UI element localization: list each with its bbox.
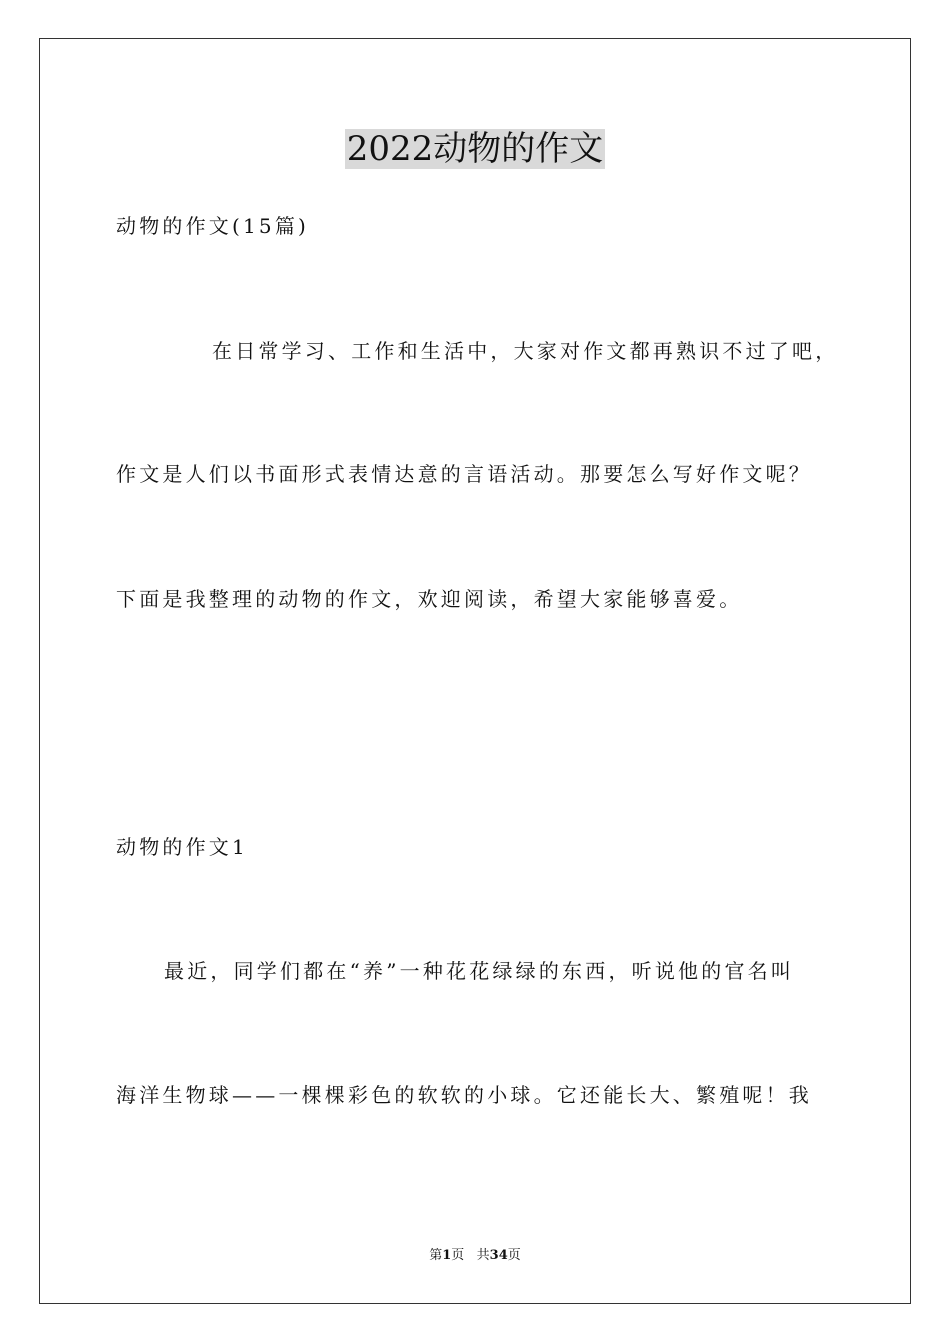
document-title [0, 126, 950, 172]
footer-page-total: 34 [489, 1248, 508, 1263]
document-subtitle: 动物的作文(15篇) [116, 214, 310, 238]
footer-page-suffix: 页 [507, 1248, 521, 1263]
section-heading: 动物的作文1 [116, 835, 248, 859]
footer-page-prefix: 第 [429, 1248, 443, 1263]
page-footer [0, 1247, 950, 1265]
footer-page-mid: 页 共 [451, 1248, 490, 1263]
intro-line-3: 下面是我整理的动物的作文，欢迎阅读，希望大家能够喜爱。 [116, 587, 743, 611]
footer-page-current: 1 [442, 1248, 452, 1263]
document-title-text: 2022动物的作文 [346, 129, 604, 169]
intro-line-1: 在日常学习、工作和生活中，大家对作文都再熟识不过了吧， [212, 339, 839, 363]
body-line-1: 最近，同学们都在“养”一种花花绿绿的东西，听说他的官名叫 [164, 959, 795, 983]
intro-line-2: 作文是人们以书面形式表情达意的言语活动。那要怎么写好作文呢？ [116, 462, 812, 486]
body-line-2: 海洋生物球——一棵棵彩色的软软的小球。它还能长大、繁殖呢！我 [116, 1083, 812, 1107]
